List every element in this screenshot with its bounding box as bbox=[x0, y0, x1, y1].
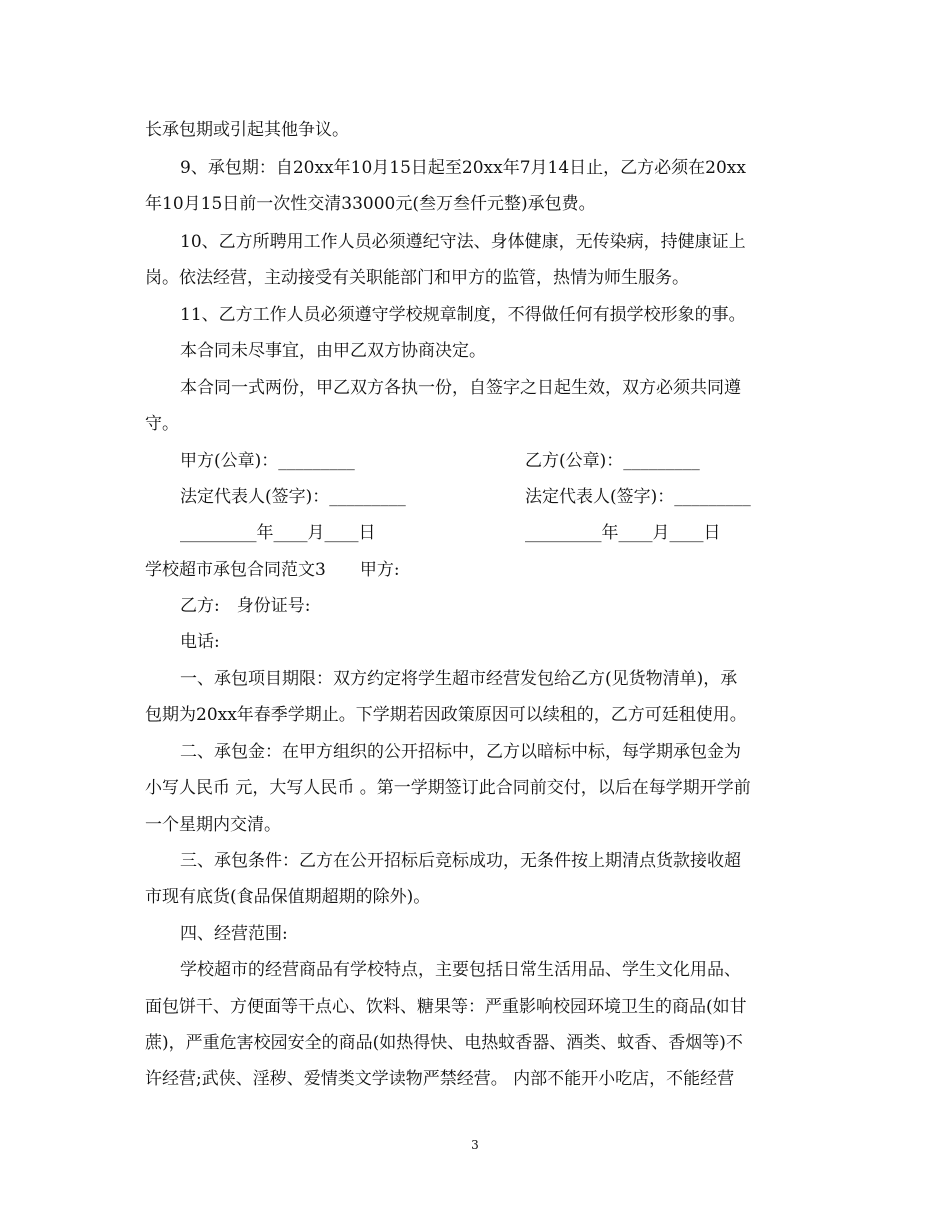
text-line: 本合同一式两份，甲乙双方各执一份，自签字之日起生效，双方必须共同遵 bbox=[180, 378, 741, 398]
text-line: 一个星期内交清。 bbox=[145, 815, 281, 835]
text-line: 乙方: 身份证号: bbox=[180, 596, 311, 616]
text-line: 11、乙方工作人员必须遵守学校规章制度，不得做任何有损学校形象的事。 bbox=[180, 305, 746, 325]
text-line: 许经营;武侠、淫秽、爱情类文学读物严禁经营。 内部不能开小吃店，不能经营 bbox=[145, 1069, 735, 1089]
party-b-date: _________年____月____日 bbox=[525, 523, 721, 543]
text-line: 面包饼干、方便面等干点心、饮料、糖果等：严重影响校园环境卫生的商品(如甘 bbox=[145, 997, 747, 1017]
page-number: 3 bbox=[471, 1138, 479, 1152]
text-line: 学校超市的经营商品有学校特点，主要包括日常生活用品、学生文化用品、 bbox=[180, 960, 741, 980]
text-line: 小写人民币 元，大写人民币 。第一学期签订此合同前交付，以后在每学期开学前 bbox=[145, 778, 751, 798]
text-line: 二、承包金：在甲方组织的公开招标中，乙方以暗标中标，每学期承包金为 bbox=[180, 742, 741, 762]
party-a-date: _________年____月____日 bbox=[180, 523, 376, 543]
text-line: 三、承包条件：乙方在公开招标后竞标成功，无条件按上期清点货款接收超 bbox=[180, 851, 741, 871]
party-b-seal: 乙方(公章)：_________ bbox=[525, 451, 700, 471]
text-line: 本合同未尽事宜，由甲乙双方协商决定。 bbox=[180, 341, 486, 361]
party-a-representative: 法定代表人(签字)：_________ bbox=[180, 487, 406, 507]
text-line: 10、乙方所聘用工作人员必须遵纪守法、身体健康，无传染病，持健康证上 bbox=[180, 232, 746, 252]
text-line: 岗。依法经营，主动接受有关职能部门和甲方的监管，热情为师生服务。 bbox=[145, 268, 689, 288]
text-line: 四、经营范围: bbox=[180, 924, 288, 944]
text-line: 蔗)，严重危害校园安全的商品(如热得快、电热蚊香器、酒类、蚊香、香烟等)不 bbox=[145, 1033, 743, 1053]
text-line: 9、承包期：自20xx年10月15日起至20xx年7月14日止，乙方必须在20xx bbox=[180, 158, 746, 178]
party-b-representative: 法定代表人(签字)：_________ bbox=[525, 487, 751, 507]
party-a-seal: 甲方(公章)：_________ bbox=[180, 451, 355, 471]
text-line: 包期为20xx年春季学期止。下学期若因政策原因可以续租的，乙方可廷租使用。 bbox=[145, 705, 747, 725]
text-line: 电话: bbox=[180, 632, 220, 652]
section-title: 学校超市承包合同范文3 甲方: bbox=[145, 560, 400, 580]
text-line: 一、承包项目期限：双方约定将学生超市经营发包给乙方(见货物清单)，承 bbox=[180, 669, 738, 689]
text-line: 长承包期或引起其他争议。 bbox=[145, 120, 349, 140]
text-line: 年10月15日前一次性交清33000元(叁万叁仟元整)承包费。 bbox=[145, 194, 596, 214]
text-line: 守。 bbox=[145, 414, 179, 434]
text-line: 市现有底货(食品保值期超期的除外)。 bbox=[145, 887, 431, 907]
